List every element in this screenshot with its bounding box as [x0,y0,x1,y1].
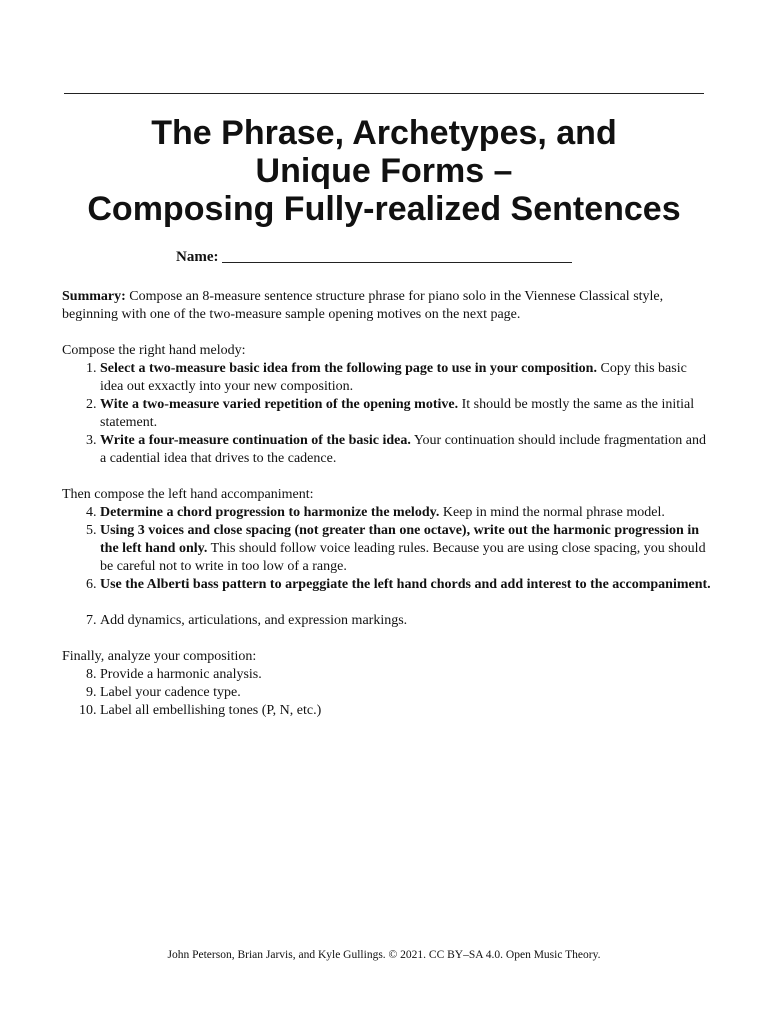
list-item [100,612,712,630]
list-item-bold: Use the Alberti bass pattern to arpeggiate the left hand chords and add interest to the accompaniment. [100,577,711,592]
list-item-bold: Using 3 voices and close spacing (not greater than one octave), write out the harmonic progression in the left hand only. [100,523,699,556]
list-item-bold: Wite a two-measure varied repetition of the opening motive. [100,397,459,412]
list-item-bold: Determine a chord progression to harmonize the melody. [100,505,440,520]
title-line-2: Unique Forms – [255,152,513,190]
list-item-bold: Write a four-measure continuation of the basic idea. [100,433,411,448]
section-heading-melody: Compose the right hand melody: [62,343,246,358]
top-rule [64,93,704,94]
list-item [100,396,712,432]
page-footer: John Peterson, Brian Jarvis, and Kyle Gullings. © 2021. CC BY–SA 4.0. Open Music Theory. [167,949,601,961]
name-blank-line[interactable] [222,248,572,263]
list-item-text: Add dynamics, articulations, and expression markings. [100,613,408,628]
title-line-1: The Phrase, Archetypes, and [151,114,617,152]
list-item [100,702,712,720]
list-item-text: Keep in mind the normal phrase model. [439,505,665,520]
accompaniment-list [62,504,712,594]
list-item-text: Label your cadence type. [100,685,241,700]
list-item [100,360,712,396]
list-item-text: This should follow voice leading rules. Because you are using close spacing, you should be careful not to write in too low of a range. [100,541,706,574]
list-item [100,522,712,576]
markings-list [62,612,712,630]
summary-text: Compose an 8-measure sentence structure phrase for piano solo in the Viennese Classical style, beginning with one of the two-measure sample opening motives on the next page. [62,289,664,322]
section-heading-analysis: Finally, analyze your composition: [62,649,257,664]
list-item-text: Provide a harmonic analysis. [100,667,262,682]
summary-paragraph [62,288,712,324]
list-item [100,684,712,702]
analysis-list [62,666,712,720]
list-item-bold: Select a two-measure basic idea from the following page to use in your composition. [100,361,597,376]
section-heading-accompaniment: Then compose the left hand accompaniment: [62,487,314,502]
summary-label: Summary: [62,289,126,304]
list-item [100,666,712,684]
list-item-text: Label all embellishing tones (P, N, etc.) [100,703,322,718]
page-title [0,114,768,228]
list-item [100,576,712,594]
list-item-text: It should be mostly the same as the initial statement. [100,397,695,430]
list-item [100,504,712,522]
name-field [176,248,572,266]
title-line-3: Composing Fully-realized Sentences [87,190,681,228]
list-item-text: Your continuation should include fragmentation and a cadential idea that drives to the cadence. [100,433,706,466]
instructions [62,288,712,720]
list-item [100,432,712,468]
name-label: Name: [176,249,219,265]
list-item-text: Copy this basic idea out exxactly into your new composition. [100,361,687,394]
melody-list [62,360,712,468]
